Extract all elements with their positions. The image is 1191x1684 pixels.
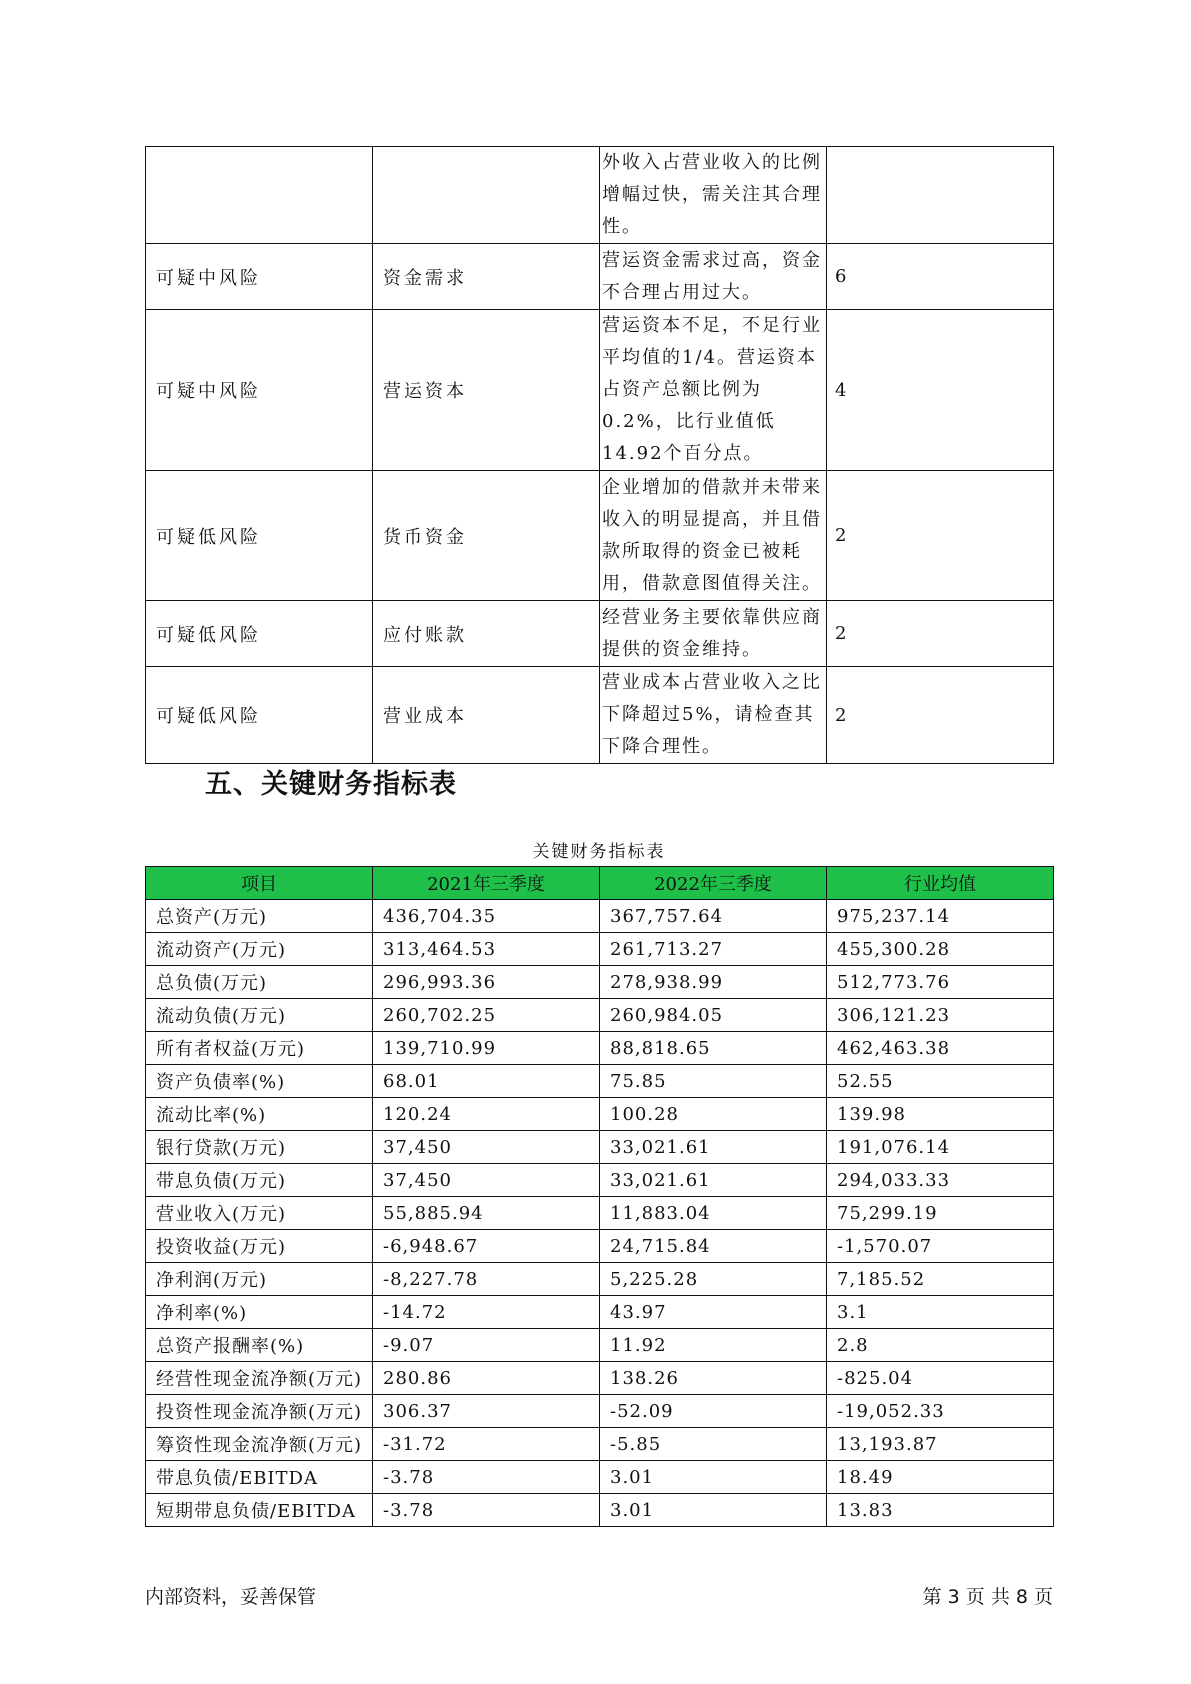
kpi-item-cell: 带息负债/EBITDA <box>146 1461 373 1494</box>
kpi-item-cell: 营业收入(万元) <box>146 1197 373 1230</box>
table-row <box>146 900 1054 933</box>
risk-item-cell: 资金需求 <box>373 244 600 310</box>
risk-item-cell <box>373 147 600 244</box>
footer-note: 内部资料，妥善保管 <box>145 1586 317 1608</box>
table-row <box>146 1362 1054 1395</box>
kpi-2021q3-cell: 313,464.53 <box>373 933 600 966</box>
table-row <box>146 1098 1054 1131</box>
table-row <box>146 471 1054 601</box>
kpi-industry-avg-cell: 13.83 <box>827 1494 1054 1527</box>
table-row <box>146 1296 1054 1329</box>
risk-level-cell: 可疑低风险 <box>146 471 373 601</box>
kpi-industry-avg-cell: -1,570.07 <box>827 1230 1054 1263</box>
kpi-header-cell: 项目 <box>146 867 373 900</box>
risk-level-cell: 可疑低风险 <box>146 667 373 764</box>
kpi-2021q3-cell: 280.86 <box>373 1362 600 1395</box>
risk-item-cell: 营业成本 <box>373 667 600 764</box>
kpi-industry-avg-cell: 191,076.14 <box>827 1131 1054 1164</box>
table-row <box>146 1032 1054 1065</box>
risk-description-cell: 营业成本占营业收入之比下降超过5%，请检查其下降合理性。 <box>600 667 827 764</box>
kpi-header-cell: 行业均值 <box>827 867 1054 900</box>
table-row <box>146 1263 1054 1296</box>
kpi-industry-avg-cell: 13,193.87 <box>827 1428 1054 1461</box>
kpi-2021q3-cell: 37,450 <box>373 1164 600 1197</box>
kpi-industry-avg-cell: 975,237.14 <box>827 900 1054 933</box>
table-caption: 关键财务指标表 <box>532 842 666 862</box>
kpi-2022q3-cell: 75.85 <box>600 1065 827 1098</box>
risk-level-cell: 可疑中风险 <box>146 244 373 310</box>
table-row <box>146 1164 1054 1197</box>
kpi-item-cell: 投资性现金流净额(万元) <box>146 1395 373 1428</box>
risk-description-cell: 营运资本不足，不足行业平均值的1/4。营运资本占资产总额比例为0.2%，比行业值低14.92个百分点。 <box>600 310 827 471</box>
kpi-item-cell: 流动负债(万元) <box>146 999 373 1032</box>
kpi-2022q3-cell: -52.09 <box>600 1395 827 1428</box>
kpi-item-cell: 总资产(万元) <box>146 900 373 933</box>
kpi-2022q3-cell: 260,984.05 <box>600 999 827 1032</box>
kpi-2022q3-cell: 3.01 <box>600 1461 827 1494</box>
kpi-2021q3-cell: 120.24 <box>373 1098 600 1131</box>
page-number: 第 3 页 共 8 页 <box>922 1586 1053 1608</box>
kpi-2021q3-cell: -31.72 <box>373 1428 600 1461</box>
kpi-2022q3-cell: 5,225.28 <box>600 1263 827 1296</box>
kpi-industry-avg-cell: 306,121.23 <box>827 999 1054 1032</box>
risk-score-cell: 2 <box>827 667 1054 764</box>
risk-table <box>145 146 1054 764</box>
risk-description-cell: 企业增加的借款并未带来收入的明显提高，并且借款所取得的资金已被耗用，借款意图值得关注。 <box>600 471 827 601</box>
kpi-item-cell: 流动比率(%) <box>146 1098 373 1131</box>
kpi-2021q3-cell: 55,885.94 <box>373 1197 600 1230</box>
kpi-header-row <box>146 867 1054 900</box>
kpi-2021q3-cell: -3.78 <box>373 1494 600 1527</box>
table-row <box>146 1197 1054 1230</box>
kpi-2022q3-cell: 43.97 <box>600 1296 827 1329</box>
section-heading: 五、关键财务指标表 <box>205 769 457 800</box>
kpi-item-cell: 总资产报酬率(%) <box>146 1329 373 1362</box>
kpi-2021q3-cell: -14.72 <box>373 1296 600 1329</box>
kpi-table-body <box>146 900 1054 1527</box>
risk-item-cell: 应付账款 <box>373 601 600 667</box>
table-row <box>146 1065 1054 1098</box>
kpi-item-cell: 净利率(%) <box>146 1296 373 1329</box>
kpi-2022q3-cell: 88,818.65 <box>600 1032 827 1065</box>
table-row <box>146 1395 1054 1428</box>
kpi-industry-avg-cell: 455,300.28 <box>827 933 1054 966</box>
table-row <box>146 1494 1054 1527</box>
risk-item-cell: 营运资本 <box>373 310 600 471</box>
kpi-item-cell: 投资收益(万元) <box>146 1230 373 1263</box>
kpi-2022q3-cell: 33,021.61 <box>600 1164 827 1197</box>
table-row <box>146 1329 1054 1362</box>
kpi-2022q3-cell: 24,715.84 <box>600 1230 827 1263</box>
kpi-item-cell: 带息负债(万元) <box>146 1164 373 1197</box>
table-row <box>146 1428 1054 1461</box>
risk-description-cell: 经营业务主要依靠供应商提供的资金维持。 <box>600 601 827 667</box>
kpi-2022q3-cell: 367,757.64 <box>600 900 827 933</box>
kpi-2021q3-cell: -3.78 <box>373 1461 600 1494</box>
kpi-industry-avg-cell: -19,052.33 <box>827 1395 1054 1428</box>
kpi-2021q3-cell: 68.01 <box>373 1065 600 1098</box>
table-row <box>146 1230 1054 1263</box>
kpi-2021q3-cell: -8,227.78 <box>373 1263 600 1296</box>
kpi-industry-avg-cell: 512,773.76 <box>827 966 1054 999</box>
kpi-item-cell: 所有者权益(万元) <box>146 1032 373 1065</box>
kpi-item-cell: 筹资性现金流净额(万元) <box>146 1428 373 1461</box>
table-row <box>146 244 1054 310</box>
kpi-2022q3-cell: 261,713.27 <box>600 933 827 966</box>
risk-level-cell <box>146 147 373 244</box>
kpi-header-cell: 2021年三季度 <box>373 867 600 900</box>
risk-score-cell: 4 <box>827 310 1054 471</box>
kpi-2021q3-cell: -9.07 <box>373 1329 600 1362</box>
kpi-2022q3-cell: 278,938.99 <box>600 966 827 999</box>
kpi-item-cell: 总负债(万元) <box>146 966 373 999</box>
risk-score-cell: 6 <box>827 244 1054 310</box>
kpi-industry-avg-cell: 75,299.19 <box>827 1197 1054 1230</box>
risk-score-cell: 2 <box>827 601 1054 667</box>
kpi-industry-avg-cell: 139.98 <box>827 1098 1054 1131</box>
kpi-industry-avg-cell: 52.55 <box>827 1065 1054 1098</box>
table-row <box>146 999 1054 1032</box>
table-row <box>146 667 1054 764</box>
kpi-2022q3-cell: 33,021.61 <box>600 1131 827 1164</box>
kpi-header-cell: 2022年三季度 <box>600 867 827 900</box>
kpi-industry-avg-cell: 18.49 <box>827 1461 1054 1494</box>
risk-score-cell: 2 <box>827 471 1054 601</box>
kpi-table <box>145 866 1054 1527</box>
kpi-industry-avg-cell: 3.1 <box>827 1296 1054 1329</box>
risk-score-cell <box>827 147 1054 244</box>
kpi-industry-avg-cell: -825.04 <box>827 1362 1054 1395</box>
kpi-item-cell: 资产负债率(%) <box>146 1065 373 1098</box>
kpi-item-cell: 净利润(万元) <box>146 1263 373 1296</box>
kpi-2021q3-cell: 139,710.99 <box>373 1032 600 1065</box>
kpi-2022q3-cell: 11,883.04 <box>600 1197 827 1230</box>
kpi-2021q3-cell: 37,450 <box>373 1131 600 1164</box>
kpi-2022q3-cell: -5.85 <box>600 1428 827 1461</box>
kpi-item-cell: 流动资产(万元) <box>146 933 373 966</box>
table-row <box>146 1131 1054 1164</box>
kpi-2021q3-cell: 436,704.35 <box>373 900 600 933</box>
kpi-2022q3-cell: 138.26 <box>600 1362 827 1395</box>
table-row <box>146 1461 1054 1494</box>
kpi-industry-avg-cell: 294,033.33 <box>827 1164 1054 1197</box>
risk-level-cell: 可疑中风险 <box>146 310 373 471</box>
table-row <box>146 147 1054 244</box>
kpi-item-cell: 经营性现金流净额(万元) <box>146 1362 373 1395</box>
kpi-2021q3-cell: 296,993.36 <box>373 966 600 999</box>
table-row <box>146 310 1054 471</box>
kpi-item-cell: 短期带息负债/EBITDA <box>146 1494 373 1527</box>
kpi-2022q3-cell: 11.92 <box>600 1329 827 1362</box>
kpi-2022q3-cell: 3.01 <box>600 1494 827 1527</box>
table-row <box>146 601 1054 667</box>
table-row <box>146 933 1054 966</box>
kpi-2022q3-cell: 100.28 <box>600 1098 827 1131</box>
kpi-industry-avg-cell: 7,185.52 <box>827 1263 1054 1296</box>
risk-item-cell: 货币资金 <box>373 471 600 601</box>
risk-description-cell: 外收入占营业收入的比例增幅过快，需关注其合理性。 <box>600 147 827 244</box>
kpi-industry-avg-cell: 462,463.38 <box>827 1032 1054 1065</box>
risk-description-cell: 营运资金需求过高，资金不合理占用过大。 <box>600 244 827 310</box>
kpi-2021q3-cell: 306.37 <box>373 1395 600 1428</box>
kpi-industry-avg-cell: 2.8 <box>827 1329 1054 1362</box>
kpi-2021q3-cell: 260,702.25 <box>373 999 600 1032</box>
risk-level-cell: 可疑低风险 <box>146 601 373 667</box>
table-row <box>146 966 1054 999</box>
kpi-2021q3-cell: -6,948.67 <box>373 1230 600 1263</box>
kpi-item-cell: 银行贷款(万元) <box>146 1131 373 1164</box>
